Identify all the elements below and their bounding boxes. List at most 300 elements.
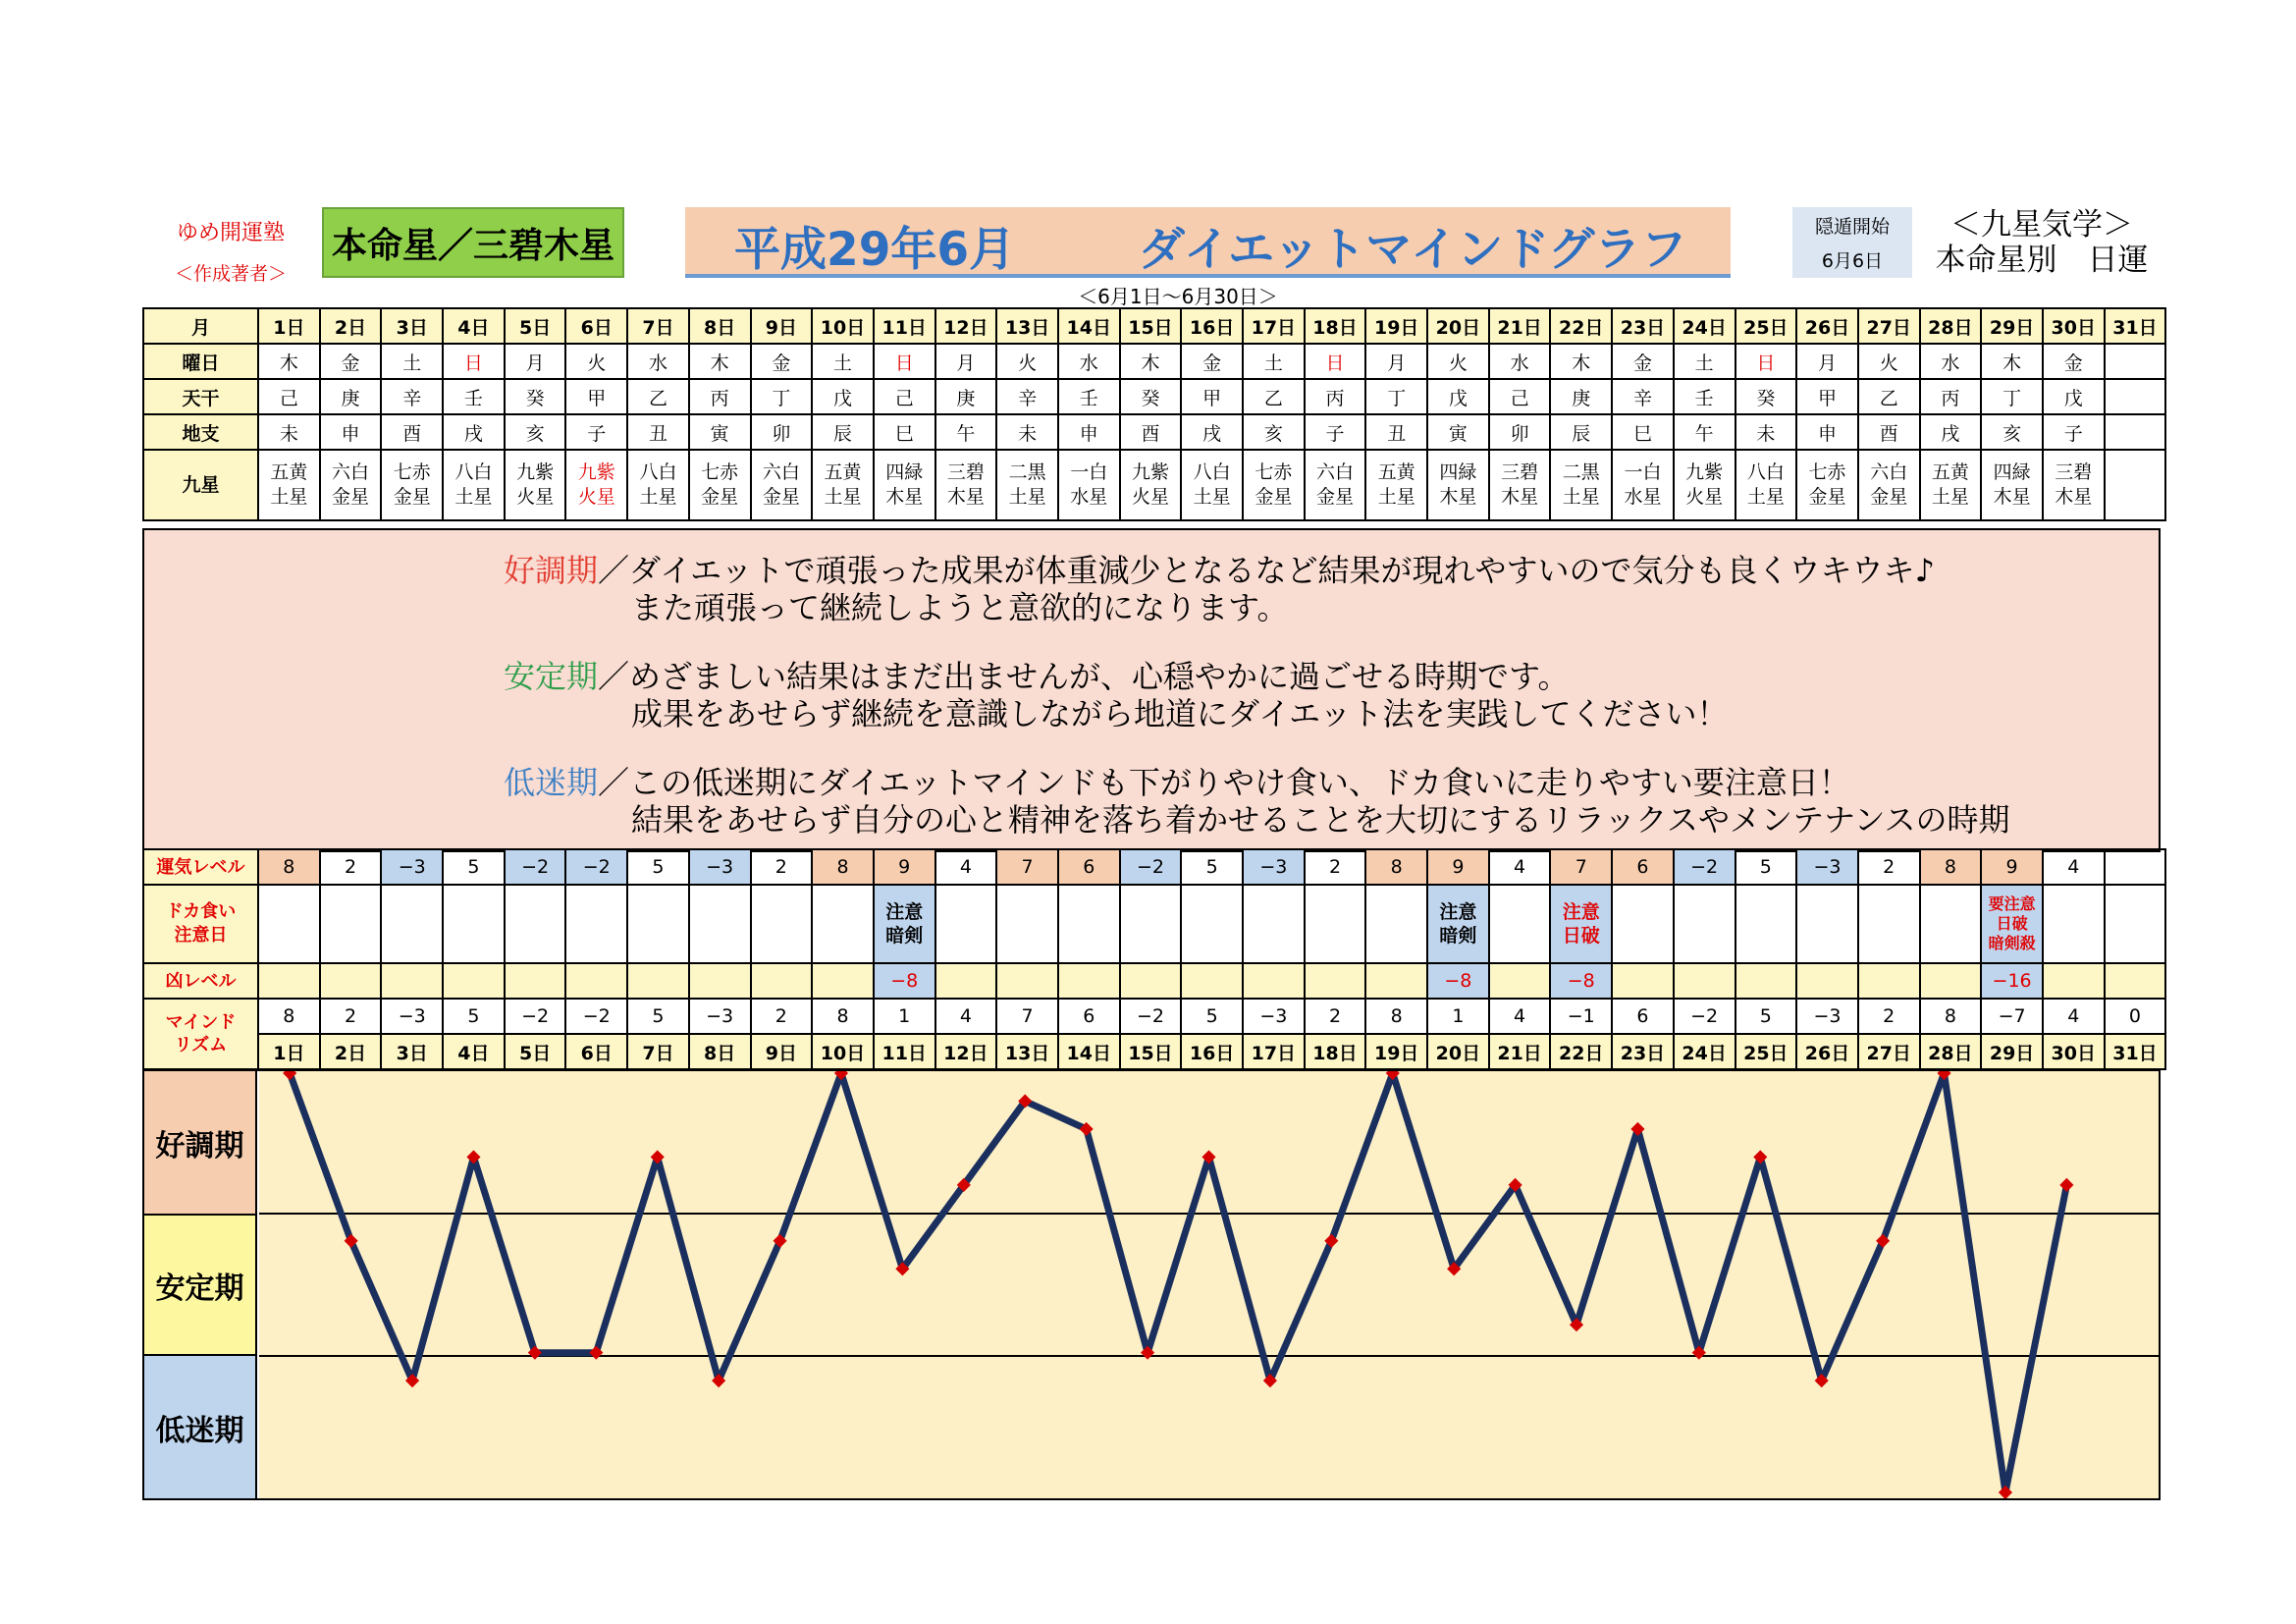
mind-rhythm-cell: 4 [935, 999, 997, 1034]
kyusei-star: 七赤 [1808, 461, 1846, 483]
mind-rhythm-cell: −2 [1674, 999, 1735, 1034]
day-header-cell: 21日 [1489, 308, 1551, 344]
unki-level-cell: −2 [505, 849, 566, 885]
binge-warning-cell [320, 885, 382, 963]
day-footer-cell: 16日 [1181, 1034, 1243, 1069]
day-header-cell: 22日 [1550, 308, 1612, 344]
unki-level-cell: −3 [689, 849, 751, 885]
day-header-cell: 24日 [1674, 308, 1735, 344]
unki-level-cell: 9 [1981, 849, 2043, 885]
kyusei-cell [1120, 450, 1182, 520]
kyo-level-cell [1181, 963, 1243, 999]
kyusei-element: 火星 [1685, 486, 1724, 508]
kyusei-element: 水星 [1070, 486, 1108, 508]
kyusei-element: 金星 [1808, 486, 1846, 508]
unki-level-cell: −2 [565, 849, 627, 885]
kyusei-title: ＜九星気学＞ [1950, 207, 2133, 243]
binge-warning-cell [1058, 885, 1120, 963]
day-footer-cell: 9日 [751, 1034, 813, 1069]
kyusei-cell [1920, 450, 1982, 520]
kyusei-star: 六白 [1870, 461, 1908, 483]
tenkan-cell: 癸 [505, 379, 566, 414]
tenkan-cell: 己 [1489, 379, 1551, 414]
binge-warning-text: 日破 [1996, 914, 2028, 933]
kyo-level-cell [1058, 963, 1120, 999]
kyusei-star: 五黄 [1377, 461, 1415, 483]
stable-phase-label: 安定期 [504, 658, 599, 695]
kyo-level-cell [381, 963, 443, 999]
phase-description-box [142, 528, 2161, 852]
tenkan-cell: 戊 [1427, 379, 1489, 414]
weekday-cell: 火 [996, 344, 1058, 379]
kyusei-element: 金星 [332, 486, 370, 508]
chishi-cell: 巳 [874, 414, 935, 450]
day-footer-cell: 31日 [2105, 1034, 2166, 1069]
kyusei-cell [2043, 450, 2105, 520]
row-label-chishi: 地支 [143, 414, 258, 450]
day-footer-cell: 12日 [935, 1034, 997, 1069]
chart-svg [259, 1071, 2159, 1498]
day-header-cell: 15日 [1120, 308, 1182, 344]
kyusei-element: 土星 [1193, 486, 1231, 508]
chishi-cell: 未 [996, 414, 1058, 450]
unki-level-cell: −3 [1243, 849, 1305, 885]
low-phase-text-2: 結果をあせらず自分の心と精神を落ち着かせることを大切にするリラックスやメンテナンスの時期 [631, 801, 2010, 839]
weekday-cell: 金 [1612, 344, 1674, 379]
binge-warning-text: 要注意 [1988, 894, 2036, 913]
mind-rhythm-cell: 8 [258, 999, 320, 1034]
day-header-cell: 9日 [751, 308, 813, 344]
kyusei-element: 土星 [1377, 486, 1415, 508]
kyusei-cell [996, 450, 1058, 520]
unki-level-cell: 8 [812, 849, 874, 885]
tenkan-cell: 壬 [443, 379, 505, 414]
tenkan-cell: 癸 [1735, 379, 1797, 414]
mind-rhythm-cell: 2 [320, 999, 382, 1034]
unki-level-cell: 5 [627, 849, 689, 885]
mind-rhythm-cell: −3 [1796, 999, 1858, 1034]
tenkan-cell: 癸 [1120, 379, 1182, 414]
kyusei-element: 金星 [1316, 486, 1355, 508]
unki-level-cell: −3 [381, 849, 443, 885]
kyusei-cell [1489, 450, 1551, 520]
day-footer-cell: 22日 [1550, 1034, 1612, 1069]
kyusei-element: 木星 [1501, 486, 1539, 508]
kyusei-cell [320, 450, 382, 520]
day-header-cell: 23日 [1612, 308, 1674, 344]
row-label-binge-2: 注意日 [174, 925, 228, 946]
kyusei-element: 土星 [1931, 486, 1969, 508]
good-phase-text-2: また頑張って継続しようと意欲的になります。 [631, 589, 1289, 626]
row-label-binge-1: ドカ食い [165, 901, 237, 922]
kyusei-cell [1550, 450, 1612, 520]
mind-rhythm-cell: 2 [1858, 999, 1920, 1034]
kyo-level-cell [627, 963, 689, 999]
day-row [143, 308, 2165, 344]
weekday-cell: 月 [935, 344, 997, 379]
chishi-cell: 辰 [1550, 414, 1612, 450]
tenkan-cell: 乙 [1243, 379, 1305, 414]
row-label-weekday: 曜日 [143, 344, 258, 379]
unki-level-cell: 7 [1550, 849, 1612, 885]
kyo-level-cell [565, 963, 627, 999]
chishi-cell: 酉 [381, 414, 443, 450]
kyusei-cell [812, 450, 874, 520]
kyusei-element: 金星 [1255, 486, 1293, 508]
chishi-cell: 未 [1735, 414, 1797, 450]
day-footer-cell: 21日 [1489, 1034, 1551, 1069]
mind-rhythm-cell: −3 [1243, 999, 1305, 1034]
chishi-cell: 酉 [1858, 414, 1920, 450]
kyo-level-cell [2105, 963, 2166, 999]
kyusei-cell [565, 450, 627, 520]
kyusei-element: 木星 [885, 486, 924, 508]
chishi-cell: 酉 [1120, 414, 1182, 450]
binge-warning-cell [505, 885, 566, 963]
kyo-level-cell [320, 963, 382, 999]
chishi-cell: 丑 [1365, 414, 1427, 450]
binge-warning-cell [935, 885, 997, 963]
kyo-level-row [143, 963, 2165, 999]
unki-level-cell: 4 [935, 849, 997, 885]
kyo-level-cell [689, 963, 751, 999]
chishi-cell: 寅 [689, 414, 751, 450]
kyusei-star: 五黄 [1931, 461, 1969, 483]
binge-warning-row [143, 885, 2165, 963]
binge-warning-cell [381, 885, 443, 963]
weekday-cell: 金 [1181, 344, 1243, 379]
day-footer-cell: 11日 [874, 1034, 935, 1069]
weekday-cell: 火 [565, 344, 627, 379]
binge-warning-cell [812, 885, 874, 963]
unki-level-cell: 9 [874, 849, 935, 885]
kyusei-star: 八白 [454, 461, 493, 483]
mind-rhythm-chart [142, 1069, 2161, 1500]
mind-rhythm-cell: −7 [1981, 999, 2043, 1034]
kyo-level-cell [935, 963, 997, 999]
kyusei-cell [381, 450, 443, 520]
title-date: 平成29年6月 [734, 223, 1016, 277]
day-header-cell: 31日 [2105, 308, 2166, 344]
honmei-star-label: 本命星／三碧木星 [322, 207, 624, 278]
mind-rhythm-cell: 6 [1058, 999, 1120, 1034]
binge-warning-text: 暗剣 [1439, 925, 1477, 947]
binge-warning-cell [627, 885, 689, 963]
day-footer-cell: 15日 [1120, 1034, 1182, 1069]
weekday-cell: 木 [1120, 344, 1182, 379]
day-header-cell: 26日 [1796, 308, 1858, 344]
day-header-cell: 30日 [2043, 308, 2105, 344]
mind-rhythm-cell: −2 [505, 999, 566, 1034]
binge-warning-cell [565, 885, 627, 963]
chishi-cell: 亥 [1981, 414, 2043, 450]
day-footer-cell: 18日 [1305, 1034, 1366, 1069]
kyusei-element: 木星 [1993, 486, 2031, 508]
chishi-cell: 申 [1796, 414, 1858, 450]
binge-warning-cell [1550, 885, 1612, 963]
weekday-cell: 日 [443, 344, 505, 379]
tenkan-cell: 甲 [1181, 379, 1243, 414]
binge-warning-cell [996, 885, 1058, 963]
kyusei-star: 六白 [762, 461, 800, 483]
kyusei-star: 三碧 [1501, 461, 1539, 483]
day-header-cell: 8日 [689, 308, 751, 344]
data-point-marker [2059, 1178, 2073, 1192]
kyo-level-cell [258, 963, 320, 999]
kyusei-cell [1858, 450, 1920, 520]
day-header-cell: 19日 [1365, 308, 1427, 344]
kyusei-star: 四緑 [1993, 461, 2031, 483]
tenkan-cell: 己 [874, 379, 935, 414]
kyusei-star: 九紫 [577, 461, 615, 483]
mind-rhythm-cell: 8 [1365, 999, 1427, 1034]
chishi-row [143, 414, 2165, 450]
binge-warning-cell [874, 885, 935, 963]
kyusei-element: 金星 [701, 486, 739, 508]
tenkan-cell: 戊 [2043, 379, 2105, 414]
unki-level-cell: 7 [996, 849, 1058, 885]
kyusei-element: 土星 [1008, 486, 1046, 508]
kyusei-star: 二黒 [1562, 461, 1600, 483]
unki-level-cell: 2 [1305, 849, 1366, 885]
binge-warning-cell [689, 885, 751, 963]
mind-rhythm-cell: 1 [1427, 999, 1489, 1034]
kyo-level-cell [2043, 963, 2105, 999]
binge-warning-cell [2105, 885, 2166, 963]
day-header-cell: 20日 [1427, 308, 1489, 344]
tenkan-cell: 辛 [996, 379, 1058, 414]
binge-warning-text: 注意 [1439, 901, 1477, 923]
binge-warning-cell [751, 885, 813, 963]
kyusei-element: 金星 [393, 486, 431, 508]
binge-warning-cell [1427, 885, 1489, 963]
unki-level-cell [2105, 849, 2166, 885]
kyusei-cell [443, 450, 505, 520]
row-label-kyusei: 九星 [143, 450, 258, 520]
unki-level-cell: 6 [1058, 849, 1120, 885]
kyusei-star: 三碧 [946, 461, 985, 483]
binge-warning-cell [1243, 885, 1305, 963]
kyusei-element: 木星 [946, 486, 985, 508]
day-footer-cell: 30日 [2043, 1034, 2105, 1069]
weekday-cell: 金 [2043, 344, 2105, 379]
unki-level-cell: 2 [751, 849, 813, 885]
kyusei-subtitle: 本命星別 日運 [1935, 243, 2149, 278]
kyusei-cell [627, 450, 689, 520]
kyusei-cell [935, 450, 997, 520]
weekday-cell: 月 [1365, 344, 1427, 379]
weekday-cell: 日 [1305, 344, 1366, 379]
period-caption: ＜6月1日～6月30日＞ [1078, 285, 1278, 308]
day-footer-cell: 29日 [1981, 1034, 2043, 1069]
weekday-cell: 日 [874, 344, 935, 379]
mind-rhythm-cell: −3 [381, 999, 443, 1034]
kyusei-element: 土星 [270, 486, 308, 508]
chishi-cell: 午 [1674, 414, 1735, 450]
mind-rhythm-cell: −3 [689, 999, 751, 1034]
chishi-cell: 子 [2043, 414, 2105, 450]
binge-warning-cell [1858, 885, 1920, 963]
weekday-cell: 水 [1920, 344, 1982, 379]
kyusei-star: 六白 [332, 461, 370, 483]
kyo-level-cell [1674, 963, 1735, 999]
day-footer-cell: 26日 [1796, 1034, 1858, 1069]
author-caption: ＜作成著者＞ [174, 263, 287, 285]
tenkan-cell: 丙 [689, 379, 751, 414]
shadow-start-date: 6月6日 [1821, 250, 1884, 272]
day-footer-cell: 27日 [1858, 1034, 1920, 1069]
weekday-cell: 木 [1981, 344, 2043, 379]
tenkan-cell: 壬 [1058, 379, 1120, 414]
chishi-cell: 戌 [443, 414, 505, 450]
weekday-cell: 土 [812, 344, 874, 379]
weekday-cell: 水 [1489, 344, 1551, 379]
mind-rhythm-cell: −2 [1120, 999, 1182, 1034]
tenkan-cell: 甲 [1796, 379, 1858, 414]
weekday-cell: 木 [1550, 344, 1612, 379]
kyusei-element: 火星 [516, 486, 555, 508]
unki-level-cell: 4 [2043, 849, 2105, 885]
shadow-start-box [1792, 207, 1912, 278]
kyo-level-cell [812, 963, 874, 999]
binge-warning-cell [2043, 885, 2105, 963]
weekday-cell: 土 [381, 344, 443, 379]
kyo-level-cell [1243, 963, 1305, 999]
chishi-cell: 子 [565, 414, 627, 450]
tenkan-cell: 庚 [935, 379, 997, 414]
band-label-stable: 安定期 [144, 1214, 257, 1356]
kyusei-star: 四緑 [885, 461, 924, 483]
unki-level-cell: 6 [1612, 849, 1674, 885]
unki-level-cell: 8 [258, 849, 320, 885]
day-row-bottom [143, 1034, 2165, 1069]
binge-warning-cell [1612, 885, 1674, 963]
kyusei-cell [1305, 450, 1366, 520]
tenkan-cell: 丁 [1365, 379, 1427, 414]
tenkan-cell: 乙 [1858, 379, 1920, 414]
mind-rhythm-cell: 8 [1920, 999, 1982, 1034]
kyusei-cell [1674, 450, 1735, 520]
kyusei-element: 土星 [454, 486, 493, 508]
kyusei-element: 木星 [1439, 486, 1477, 508]
binge-warning-cell [258, 885, 320, 963]
day-footer-cell: 3日 [381, 1034, 443, 1069]
kyusei-element: 金星 [762, 486, 800, 508]
weekday-cell: 金 [751, 344, 813, 379]
unki-level-cell: 5 [443, 849, 505, 885]
shadow-start-label: 隠遁開始 [1814, 216, 1890, 238]
low-phase-text: ／この低迷期にダイエットマインドも下がりやけ食い、ドカ食いに走りやすい要注意日！ [598, 764, 1850, 801]
weekday-cell: 水 [627, 344, 689, 379]
day-header-cell: 5日 [505, 308, 566, 344]
weekday-cell: 土 [1243, 344, 1305, 379]
kyusei-element: 土星 [824, 486, 862, 508]
tenkan-cell: 丁 [1981, 379, 2043, 414]
tenkan-cell: 乙 [627, 379, 689, 414]
chishi-cell: 子 [1305, 414, 1366, 450]
kyusei-star: 五黄 [824, 461, 862, 483]
day-header-cell: 6日 [565, 308, 627, 344]
row-label-mind-2: リズム [174, 1035, 228, 1056]
day-header-cell: 14日 [1058, 308, 1120, 344]
unki-level-cell: −3 [1796, 849, 1858, 885]
kyusei-cell [1981, 450, 2043, 520]
kyo-level-cell: −8 [1427, 963, 1489, 999]
chishi-cell: 未 [258, 414, 320, 450]
kyusei-star: 三碧 [2055, 461, 2093, 483]
unki-level-cell: −2 [1120, 849, 1182, 885]
kyo-level-cell: −8 [874, 963, 935, 999]
mind-rhythm-cell: 5 [1181, 999, 1243, 1034]
weekday-cell: 月 [1796, 344, 1858, 379]
stable-phase-text-2: 成果をあせらず継続を意識しながら地道にダイエット法を実践してください！ [631, 695, 1729, 732]
day-footer-cell: 4日 [443, 1034, 505, 1069]
kyo-level-cell [1796, 963, 1858, 999]
binge-warning-cell [1489, 885, 1551, 963]
kyo-level-cell [1920, 963, 1982, 999]
binge-warning-cell [1181, 885, 1243, 963]
day-footer-cell: 23日 [1612, 1034, 1674, 1069]
calendar-table [142, 307, 2166, 521]
chishi-cell [2105, 414, 2166, 450]
day-footer-cell: 6日 [565, 1034, 627, 1069]
day-header-cell: 12日 [935, 308, 997, 344]
kyusei-element: 木星 [2055, 486, 2093, 508]
kyo-level-cell [1612, 963, 1674, 999]
chishi-cell: 丑 [627, 414, 689, 450]
good-phase-label: 好調期 [504, 552, 599, 589]
kyusei-row [143, 450, 2165, 520]
kyo-level-cell [751, 963, 813, 999]
mind-rhythm-cell: 7 [996, 999, 1058, 1034]
kyusei-star: 七赤 [701, 461, 739, 483]
day-header-cell: 25日 [1735, 308, 1797, 344]
kyusei-star: 二黒 [1008, 461, 1046, 483]
tenkan-cell: 辛 [1612, 379, 1674, 414]
kyusei-star: 六白 [1316, 461, 1355, 483]
data-point-marker [1999, 1486, 2012, 1498]
row-label-tenkan: 天干 [143, 379, 258, 414]
chart-plot-area [259, 1071, 2159, 1498]
unki-level-cell: 9 [1427, 849, 1489, 885]
kyusei-star: 九紫 [516, 461, 555, 483]
day-footer-cell: 17日 [1243, 1034, 1305, 1069]
day-footer-cell: 24日 [1674, 1034, 1735, 1069]
weekday-row [143, 344, 2165, 379]
kyo-level-cell [1858, 963, 1920, 999]
page-title: ダイエットマインドグラフ [1139, 223, 1687, 277]
mind-rhythm-cell: −1 [1550, 999, 1612, 1034]
kyusei-cell [1735, 450, 1797, 520]
binge-warning-cell [1674, 885, 1735, 963]
kyo-level-cell [1735, 963, 1797, 999]
weekday-cell: 木 [689, 344, 751, 379]
kyusei-cell [874, 450, 935, 520]
kyusei-element: 火星 [1131, 486, 1169, 508]
day-footer-cell: 10日 [812, 1034, 874, 1069]
binge-warning-text: 暗剣 [885, 925, 924, 947]
tenkan-cell: 甲 [565, 379, 627, 414]
unki-level-cell: 8 [1920, 849, 1982, 885]
band-label-low: 低迷期 [144, 1356, 257, 1498]
binge-warning-text: 注意 [1562, 901, 1600, 923]
mind-rhythm-cell: 8 [812, 999, 874, 1034]
kyusei-cell [1612, 450, 1674, 520]
tenkan-cell: 戊 [812, 379, 874, 414]
tenkan-cell [2105, 379, 2166, 414]
mind-rhythm-line [290, 1073, 2066, 1492]
kyusei-star: 七赤 [1255, 461, 1293, 483]
